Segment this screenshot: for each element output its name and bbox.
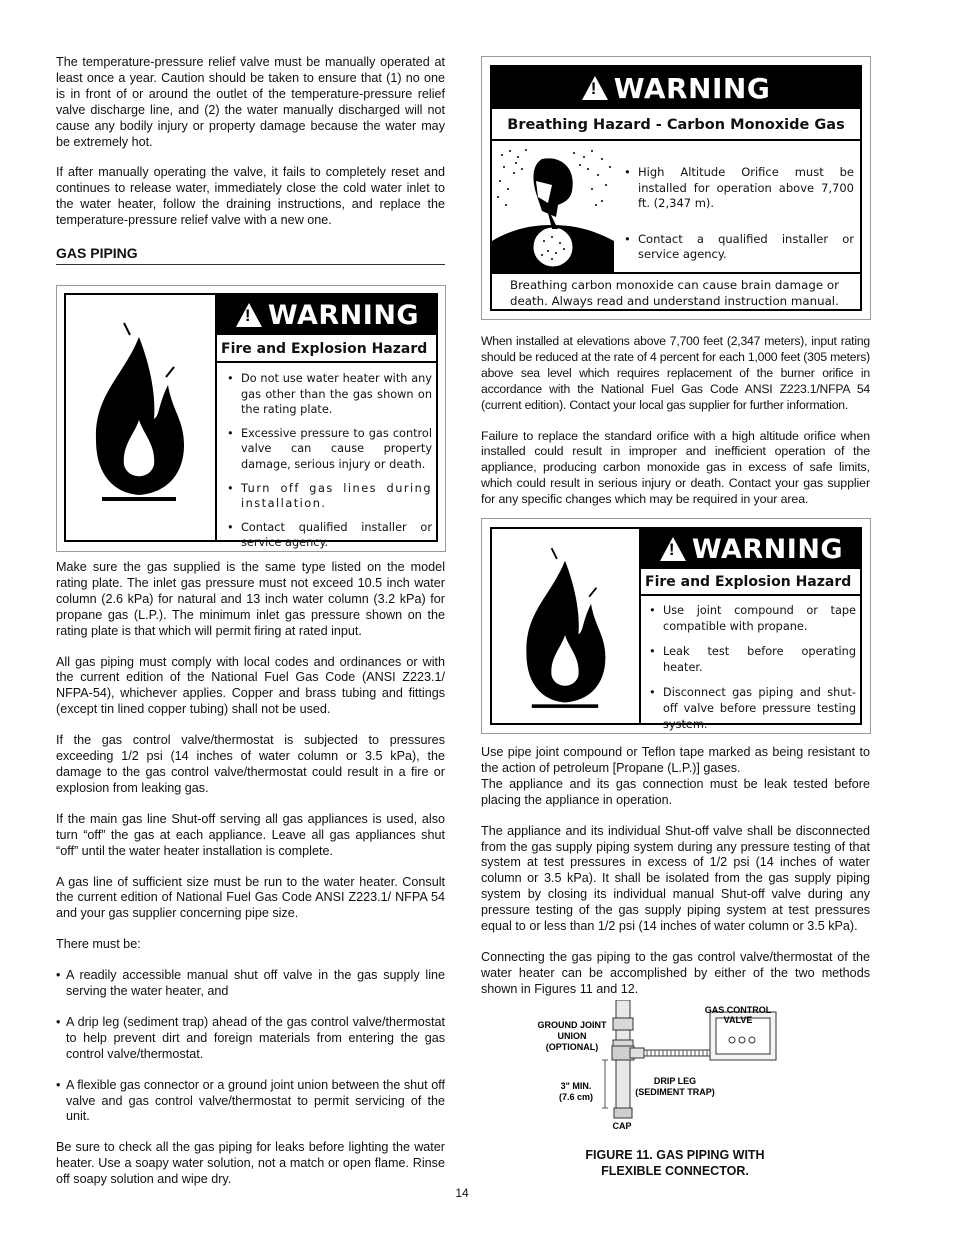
warning-fire-frame: [56, 285, 446, 552]
list-item: • A flexible gas connector or a ground joint union between the shut off valve and gas control valve/thermostat to permit servicing of the unit.: [56, 1078, 445, 1126]
warning-fire-box-right: [490, 527, 862, 731]
gas-piping-diagram: [520, 1000, 820, 1140]
caption-line: FLEXIBLE CONNECTOR.: [601, 1163, 749, 1178]
label-union: UNION: [557, 1031, 587, 1041]
warning-title: WARNING: [613, 71, 771, 105]
breathing-hazard-icon: [492, 145, 614, 273]
left-column: [56, 55, 445, 265]
right-column-lower: [481, 745, 870, 1013]
label-cap: CAP: [612, 1121, 632, 1131]
flame-icon: [510, 541, 620, 716]
label-cm: (7.6 cm): [558, 1092, 594, 1102]
list-item: • A drip leg (sediment trap) ahead of the gas control valve/thermostat to help prevent dirt and foreign materials from entering the gas control valve/thermostat.: [56, 1015, 445, 1063]
hazard-title: Breathing Hazard - Carbon Monoxide Gas: [492, 109, 860, 141]
paragraph-relief-valve: The temperature-pressure relief valve must be manually operated at least once a year. Caution should be taken to ensure that (1) no one is in front of or around the outlet of the temperature-pressure relief valve discharge line, and (2) the water manually discharged will not cause any bodily injury or property damage because the water may be extremely hot.: [56, 55, 445, 149]
paragraph-pressure: If the gas control valve/thermostat is subjected to pressures exceeding 1/2 psi (14 inches of water column or 3.5 kPa), the damage to the gas control valve/thermostat could result in a fire or explosion from leaking gas.: [56, 733, 445, 795]
right-column: [481, 334, 870, 523]
warning-fire-box: [64, 293, 438, 550]
label-min: 3" MIN.: [560, 1081, 592, 1091]
caption-line: FIGURE 11. GAS PIPING WITH: [585, 1148, 765, 1162]
warning-list: [624, 165, 854, 271]
warning-banner: [492, 67, 860, 109]
warning-item: • Disconnect gas piping and shut-off valve before pressure testing system.: [649, 685, 856, 732]
warning-item: • High Altitude Orifice must be installed for operation above 7,700 ft. (2,347 m).: [624, 165, 854, 212]
warning-triangle-icon: !: [236, 303, 262, 327]
warning-item: • Excessive pressure to gas control valve can cause property damage, serious injury or death.: [227, 426, 432, 473]
list-item: • A readily accessible manual shut off valve in the gas supply line serving the water heater, and: [56, 968, 445, 1000]
paragraph-gas-supply: Make sure the gas supplied is the same type listed on the model rating plate. The inlet gas pressure must not exceed 10.5 inch water column (2.6 kPa) for natural and 13 inch water column (3.2 kPa) for propane gas (L.P.). The minimum inlet gas pressure shown on the rating plate is that which will permit firing at rated input.: [56, 560, 445, 638]
paragraph-shutoff: If the main gas line Shut-off serving all gas appliances is used, also turn “off” the gas at each appliance. Leave all gas appliances shut “off” until the water heater installation is complete.: [56, 811, 445, 858]
requirements-list: [56, 968, 445, 1125]
warning-list: [641, 596, 862, 732]
paragraph-reset: If after manually operating the valve, it fails to completely reset and continues to release water, immediately close the cold water inlet to the water heater, follow the draining instructions, and replace the temperature-pressure relief valve with a new one.: [56, 165, 445, 228]
paragraph-there-must-be: There must be:: [56, 937, 141, 952]
warning-fire-frame-right: [481, 518, 871, 734]
text-compound: Use pipe joint compound or Teflon tape marked as being resistant to the action of petroleum [Propane (L.P.)] gases.: [481, 745, 870, 775]
hazard-title: Fire and Explosion Hazard: [217, 335, 438, 363]
paragraph-compound: [481, 745, 870, 809]
warning-co-box: [490, 65, 862, 311]
section-heading-gas-piping: GAS PIPING: [56, 246, 445, 265]
warning-item: • Do not use water heater with any gas other than the gas shown on the rating plate.: [227, 371, 432, 418]
paragraph-gas-line: A gas line of sufficient size must be run to the water heater. Consult the current edition of National Fuel Gas Code ANSI Z223.1/ NFPA 54 and your gas supplier concerning pipe size.: [56, 874, 445, 921]
label-optional: (OPTIONAL): [545, 1042, 599, 1052]
warning-triangle-icon: !: [582, 76, 608, 100]
label-valve: VALVE: [723, 1015, 753, 1025]
warning-title: WARNING: [267, 299, 420, 331]
warning-list: [217, 363, 438, 551]
warning-item: • Turn off gas lines during installation.: [227, 481, 432, 512]
label-sediment-trap: (SEDIMENT TRAP): [635, 1087, 715, 1097]
warning-item: • Contact a qualified installer or service agency.: [624, 232, 854, 263]
warning-banner: [217, 295, 438, 335]
warning-footer: Breathing carbon monoxide can cause brain damage or death. Always read and understand instruction manual.: [492, 272, 860, 309]
text-leak-test: The appliance and its gas connection must be leak tested before placing the appliance in operation.: [481, 776, 870, 807]
warning-title: WARNING: [691, 533, 844, 565]
paragraph-methods: Connecting the gas piping to the gas control valve/thermostat of the water heater can be accomplished by either of the two methods shown in Figures 11 and 12.: [481, 949, 870, 996]
hazard-title: Fire and Explosion Hazard: [641, 569, 862, 596]
warning-item: • Use joint compound or tape compatible with propane.: [649, 603, 856, 634]
paragraph-codes: All gas piping must comply with local codes and ordinances or with the current edition of the National Fuel Gas Code (ANSI Z223.1/ NFPA-54), whichever applies. Copper and brass tubing and fittings (except tin lined copper tubing) shall not be used.: [56, 654, 445, 717]
paragraph-elevation: When installed at elevations above 7,700 feet (2,347 meters), input rating should be reduced at the rate of 4 percent for each 1,000 feet (305 meters) above sea level which requires replacement of the burner orifice in accordance with the National Fuel Gas Code ANSI Z223.1/NFPA 54 (current edition). Contact your local gas supplier for further information.: [481, 334, 870, 412]
left-column-lower: [56, 560, 445, 1203]
page-number: 14: [455, 1186, 469, 1200]
label-gas-control: GAS CONTROL: [704, 1005, 772, 1015]
warning-item: • Leak test before operating heater.: [649, 644, 856, 675]
warning-triangle-icon: !: [660, 537, 686, 561]
paragraph-orifice: Failure to replace the standard orifice with a high altitude orifice when installed could result in improper and inefficient operation of the appliance, producing carbon monoxide gas in excess of safe limits, which could result in serious injury or death. Contact your gas supplier for any specific changes which may be required in your area.: [481, 428, 870, 507]
warning-item: • Contact qualified installer or service agency.: [227, 520, 432, 551]
label-drip-leg: DRIP LEG: [653, 1076, 697, 1086]
paragraph-disconnect: The appliance and its individual Shut-off valve shall be disconnected from the gas supply piping system during any pressure testing of that system at test pressures in excess of 1/2 psi (14 inches of water column or 3.5 kPa). It shall be isolated from the gas supply piping system by closing its individual manual Shut-off valve during any pressure testing of the gas supply piping system at test pressures equal to or less than 1/2 psi (14 inches of water column or 3.5 kPa).: [481, 823, 870, 934]
warning-banner: [641, 529, 862, 569]
paragraph-leak-check: Be sure to check all the gas piping for leaks before lighting the water heater. Use a soapy water solution, not a match or open flame. Rinse off soapy solution and wipe dry.: [56, 1140, 445, 1187]
warning-co-frame: [481, 56, 871, 320]
flame-icon: [84, 315, 194, 510]
figure-caption: [560, 1148, 790, 1179]
label-ground-joint: GROUND JOINT: [537, 1020, 607, 1030]
